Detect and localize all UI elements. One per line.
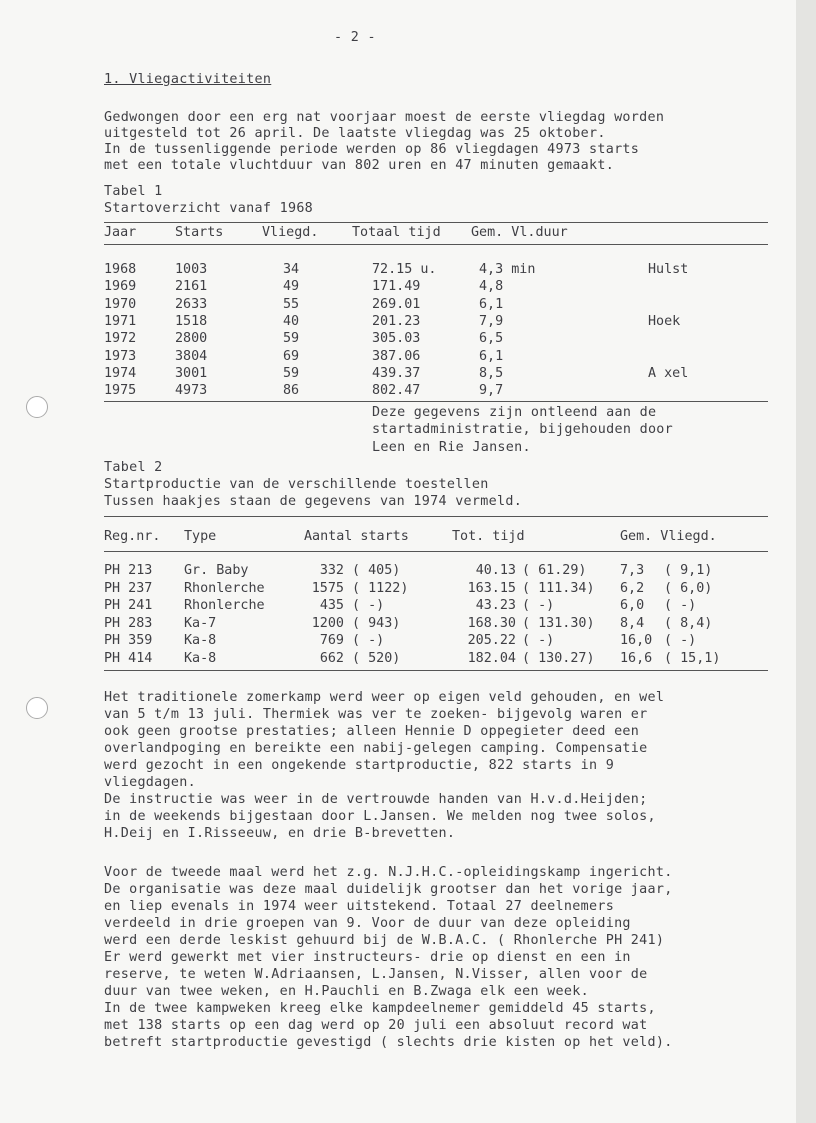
table2-rule (104, 670, 768, 671)
table2-cell-gem: 8,4 (620, 615, 645, 631)
table1-cell-totaal: 387.06 (372, 348, 421, 364)
table1-cell-totaal: 201.23 (372, 313, 421, 329)
table1-cell-vliegd: 40 (283, 313, 300, 329)
punch-hole (26, 396, 48, 418)
table2-caption: Startproductie van de verschillende toestellen (104, 477, 489, 492)
paragraph-line: betreft startproductie gevestigd ( slechts drie kisten op het veld). (104, 1035, 673, 1050)
table2-cell-gem: 16,6 (620, 650, 653, 666)
table2-cell-tijd-1974: ( 111.34) (522, 580, 595, 596)
table1-cell-totaal: 439.37 (372, 365, 421, 381)
page-edge (796, 0, 816, 1123)
table2-cell-starts-1974: ( -) (352, 598, 385, 613)
intro-line: uitgesteld tot 26 april. De laatste vliegdag was 25 oktober. (104, 126, 606, 141)
table1-header-totaal: Totaal tijd (352, 225, 441, 240)
table2-cell-type: Rhonlerche (184, 580, 265, 596)
table1-cell-jaar: 1968 (104, 262, 137, 277)
table1-cell-vliegd: 34 (283, 262, 300, 277)
table1-cell-totaal: 171.49 (372, 279, 421, 295)
table2-cell-tijd: 168.30 (467, 615, 516, 631)
table1-source-note: Deze gegevens zijn ontleend aan de (372, 405, 657, 420)
table2-cell-tijd: 182.04 (467, 650, 516, 666)
table1-cell-gem: 4,3 min (479, 262, 536, 277)
table2-header-tijd: Tot. tijd (452, 529, 525, 544)
table1-cell-vliegd: 59 (283, 365, 300, 381)
table1-cell-gem: 4,8 (479, 279, 504, 295)
table1-cell-gem: 6,1 (479, 348, 504, 364)
table1-cell-gem: 6,5 (479, 331, 504, 347)
table2-cell-tijd: 43.23 (475, 598, 516, 613)
page-number: - 2 - (334, 30, 376, 45)
table2-caption: Tussen haakjes staan de gegevens van 1974 vermeld. (104, 494, 523, 509)
table2-cell-type: Ka-8 (184, 633, 217, 648)
table2-cell-starts: 435 (319, 598, 344, 613)
paragraph-line: Het traditionele zomerkamp werd weer op eigen veld gehouden, en wel (104, 690, 665, 705)
intro-line: In de tussenliggende periode werden op 86 vliegdagen 4973 starts (104, 142, 640, 157)
table1-source-note: Leen en Rie Jansen. (372, 440, 531, 455)
table2-cell-starts: 769 (319, 633, 344, 648)
table1-cell-jaar: 1971 (104, 313, 137, 329)
table1-cell-gem: 6,1 (479, 296, 504, 312)
punch-hole (26, 697, 48, 719)
table2-cell-starts: 662 (319, 650, 344, 666)
table1-cell-gem: 7,9 (479, 313, 504, 329)
table1-cell-note: Hulst (648, 262, 689, 277)
paragraph-line: ook geen grootse prestaties; alleen Hennie D oppegieter deed een (104, 724, 640, 739)
table2-cell-tijd-1974: ( -) (522, 633, 555, 648)
table1-label: Tabel 1 (104, 184, 163, 199)
table1-cell-vliegd: 59 (283, 331, 300, 347)
paragraph-line: verdeeld in drie groepen van 9. Voor de duur van deze opleiding (104, 916, 631, 931)
table2-cell-type: Ka-8 (184, 650, 217, 666)
table1-cell-jaar: 1973 (104, 348, 137, 364)
table1-cell-gem: 9,7 (479, 383, 504, 399)
paragraph-line: werd gezocht in een ongekende startproductie, 822 starts in 9 (104, 758, 615, 773)
table2-cell-reg: PH 213 (104, 563, 153, 578)
table2-cell-reg: PH 414 (104, 650, 153, 666)
table2-rule (104, 516, 768, 517)
table1-cell-starts: 2633 (175, 296, 208, 312)
table1-cell-vliegd: 49 (283, 279, 300, 295)
paragraph-line: duur van twee weken, en H.Pauchli en B.Zwaga elk een week. (104, 984, 589, 999)
table1-cell-starts: 3001 (175, 365, 208, 381)
table2-cell-type: Gr. Baby (184, 563, 249, 578)
table2-label: Tabel 2 (104, 460, 163, 475)
table2-cell-tijd-1974: ( 61.29) (522, 563, 587, 578)
table2-header-gem: Gem. Vliegd. (620, 529, 717, 544)
paragraph-line: Er werd gewerkt met vier instructeurs- drie op dienst en een in (104, 950, 631, 965)
table2-cell-type: Ka-7 (184, 615, 217, 631)
table2-cell-gem-1974: ( -) (664, 598, 697, 613)
table1-cell-starts: 1518 (175, 313, 208, 329)
table1-rule (104, 244, 768, 245)
paragraph-line: H.Deij en I.Risseeuw, en drie B-brevetten. (104, 826, 456, 841)
table1-cell-jaar: 1975 (104, 383, 137, 399)
table2-cell-tijd: 163.15 (467, 580, 516, 596)
table1-cell-gem: 8,5 (479, 365, 504, 381)
table2-cell-tijd: 205.22 (467, 633, 516, 648)
table1-cell-jaar: 1970 (104, 296, 137, 312)
table2-cell-tijd-1974: ( 130.27) (522, 650, 595, 666)
table2-cell-reg: PH 359 (104, 633, 153, 648)
paragraph-line: en liep evenals in 1974 weer uitstekend. Totaal 27 deelnemers (104, 899, 615, 914)
table1-cell-jaar: 1969 (104, 279, 137, 295)
table1-cell-note: Hoek (648, 313, 681, 329)
paragraph-line: In de twee kampweken kreeg elke kampdeelnemer gemiddeld 45 starts, (104, 1001, 656, 1016)
table2-cell-reg: PH 237 (104, 580, 153, 596)
paragraph-line: Voor de tweede maal werd het z.g. N.J.H.C.-opleidingskamp ingericht. (104, 865, 673, 880)
table2-cell-tijd-1974: ( 131.30) (522, 615, 595, 631)
table1-cell-starts: 1003 (175, 262, 208, 277)
paragraph-line: De organisatie was deze maal duidelijk grootser dan het vorige jaar, (104, 882, 673, 897)
table2-cell-gem: 7,3 (620, 563, 645, 578)
table2-cell-starts-1974: ( 405) (352, 563, 401, 578)
table2-cell-tijd-1974: ( -) (522, 598, 555, 613)
table2-cell-gem-1974: ( 8,4) (664, 615, 713, 631)
table1-cell-totaal: 269.01 (372, 296, 421, 312)
table1-cell-totaal: 72.15 u. (372, 262, 437, 277)
table1-cell-vliegd: 86 (283, 383, 300, 399)
table2-cell-starts: 332 (319, 563, 344, 578)
table2-cell-starts-1974: ( -) (352, 633, 385, 648)
table1-caption: Startoverzicht vanaf 1968 (104, 201, 314, 216)
table1-cell-note: A xel (648, 365, 689, 381)
paragraph-line: vliegdagen. (104, 775, 196, 790)
table2-cell-starts: 1200 (311, 615, 344, 631)
table1-rule (104, 222, 768, 223)
paragraph-line: van 5 t/m 13 juli. Thermiek was ver te zoeken- bijgevolg waren er (104, 707, 648, 722)
section-title: 1. Vliegactiviteiten (104, 72, 272, 87)
table2-cell-tijd: 40.13 (475, 563, 516, 578)
paragraph-line: in de weekends bijgestaan door L.Jansen. We melden nog twee solos, (104, 809, 656, 824)
table2-cell-starts: 1575 (311, 580, 344, 596)
table2-header-starts: Aantal starts (304, 529, 409, 544)
table2-cell-gem: 6,0 (620, 598, 645, 613)
table2-cell-reg: PH 283 (104, 615, 153, 631)
table1-cell-starts: 2800 (175, 331, 208, 347)
table2-cell-gem-1974: ( 9,1) (664, 563, 713, 578)
table1-cell-totaal: 802.47 (372, 383, 421, 399)
table1-cell-starts: 2161 (175, 279, 208, 295)
table2-header-reg: Reg.nr. (104, 529, 161, 544)
table1-cell-vliegd: 55 (283, 296, 300, 312)
paragraph-line: reserve, te weten W.Adriaansen, L.Jansen, N.Visser, allen voor de (104, 967, 648, 982)
table1-cell-vliegd: 69 (283, 348, 300, 364)
table2-header-type: Type (184, 529, 217, 544)
table1-cell-starts: 4973 (175, 383, 208, 399)
table2-rule (104, 551, 768, 552)
table1-source-note: startadministratie, bijgehouden door (372, 422, 674, 437)
table2-cell-gem: 16,0 (620, 633, 653, 648)
intro-line: met een totale vluchtduur van 802 uren en 47 minuten gemaakt. (104, 158, 615, 173)
table1-rule (104, 401, 768, 402)
table1-header-gem: Gem. Vl.duur (471, 225, 568, 240)
table2-cell-starts-1974: ( 943) (352, 615, 401, 631)
table1-header-jaar: Jaar (104, 225, 137, 240)
table2-cell-gem-1974: ( -) (664, 633, 697, 648)
table1-cell-totaal: 305.03 (372, 331, 421, 347)
table1-header-starts: Starts (175, 225, 224, 240)
table2-cell-gem-1974: ( 6,0) (664, 580, 713, 596)
table2-cell-reg: PH 241 (104, 598, 153, 613)
paragraph-line: met 138 starts op een dag werd op 20 juli een absoluut record wat (104, 1018, 648, 1033)
table1-cell-jaar: 1972 (104, 331, 137, 347)
table2-cell-starts-1974: ( 520) (352, 650, 401, 666)
table1-cell-starts: 3804 (175, 348, 208, 364)
paragraph-line: De instructie was weer in de vertrouwde handen van H.v.d.Heijden; (104, 792, 648, 807)
intro-line: Gedwongen door een erg nat voorjaar moest de eerste vliegdag worden (104, 110, 665, 125)
table1-header-vliegd: Vliegd. (262, 225, 319, 240)
table1-cell-jaar: 1974 (104, 365, 137, 381)
table2-cell-gem: 6,2 (620, 580, 645, 596)
table2-cell-starts-1974: ( 1122) (352, 580, 409, 596)
table2-cell-gem-1974: ( 15,1) (664, 650, 721, 666)
paragraph-line: werd een derde leskist gehuurd bij de W.B.A.C. ( Rhonlerche PH 241) (104, 933, 665, 948)
paragraph-line: overlandpoging en bereikte een nabij-gelegen camping. Compensatie (104, 741, 648, 756)
table2-cell-type: Rhonlerche (184, 598, 265, 613)
